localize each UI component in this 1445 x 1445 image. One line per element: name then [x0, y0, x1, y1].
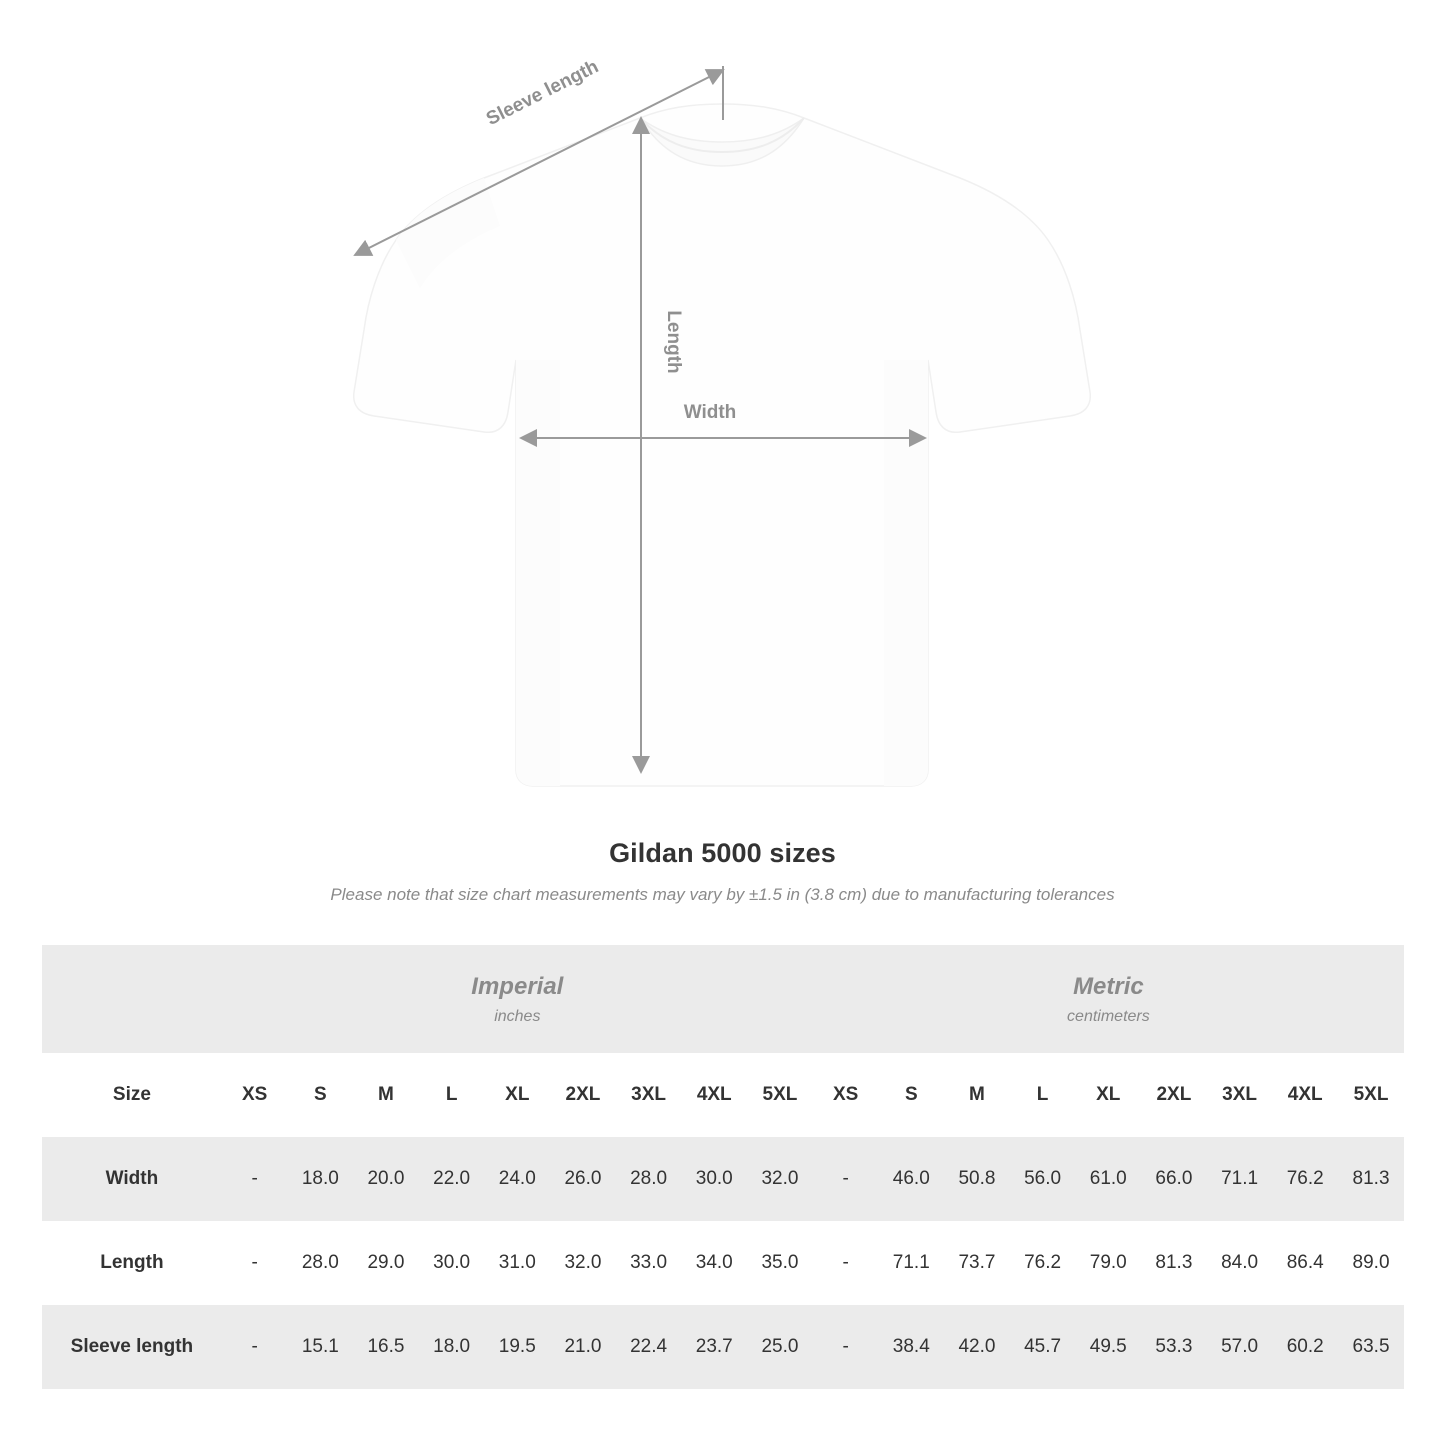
unit-header-metric: [813, 945, 1404, 1053]
table-row-width: [42, 1137, 1404, 1221]
size-header-metric-xs: XS: [813, 1053, 879, 1137]
sleeve-length-label: Sleeve length: [483, 56, 602, 130]
cell-sleeve-imperial-5xl: 25.0: [747, 1305, 813, 1389]
unit-header-spacer: [42, 945, 222, 1053]
cell-length-imperial-xs: -: [222, 1221, 288, 1305]
size-header-imperial-m: M: [353, 1053, 419, 1137]
unit-header-row: [42, 945, 1404, 1053]
cell-length-imperial-4xl: 34.0: [681, 1221, 747, 1305]
cell-width-metric-3xl: 71.1: [1207, 1137, 1273, 1221]
cell-length-imperial-5xl: 35.0: [747, 1221, 813, 1305]
size-chart-table: [42, 945, 1404, 1389]
cell-length-metric-s: 71.1: [878, 1221, 944, 1305]
cell-length-metric-3xl: 84.0: [1207, 1221, 1273, 1305]
cell-width-metric-4xl: 76.2: [1272, 1137, 1338, 1221]
size-header-imperial-4xl: 4XL: [681, 1053, 747, 1137]
size-header-imperial-5xl: 5XL: [747, 1053, 813, 1137]
cell-sleeve-imperial-2xl: 21.0: [550, 1305, 616, 1389]
cell-width-metric-2xl: 66.0: [1141, 1137, 1207, 1221]
size-header-label: Size: [42, 1053, 222, 1137]
cell-width-metric-l: 56.0: [1010, 1137, 1076, 1221]
cell-width-imperial-3xl: 28.0: [616, 1137, 682, 1221]
cell-sleeve-imperial-xl: 19.5: [484, 1305, 550, 1389]
cell-width-imperial-2xl: 26.0: [550, 1137, 616, 1221]
cell-sleeve-imperial-s: 15.1: [287, 1305, 353, 1389]
cell-length-imperial-xl: 31.0: [484, 1221, 550, 1305]
cell-sleeve-metric-2xl: 53.3: [1141, 1305, 1207, 1389]
cell-length-metric-xs: -: [813, 1221, 879, 1305]
cell-width-imperial-xs: -: [222, 1137, 288, 1221]
cell-width-imperial-4xl: 30.0: [681, 1137, 747, 1221]
cell-sleeve-metric-xl: 49.5: [1075, 1305, 1141, 1389]
size-header-metric-3xl: 3XL: [1207, 1053, 1273, 1137]
cell-length-metric-5xl: 89.0: [1338, 1221, 1404, 1305]
page-title: Gildan 5000 sizes: [609, 838, 836, 868]
cell-length-metric-l: 76.2: [1010, 1221, 1076, 1305]
cell-width-metric-xl: 61.0: [1075, 1137, 1141, 1221]
cell-sleeve-imperial-m: 16.5: [353, 1305, 419, 1389]
size-header-imperial-xs: XS: [222, 1053, 288, 1137]
cell-sleeve-imperial-4xl: 23.7: [681, 1305, 747, 1389]
cell-sleeve-metric-m: 42.0: [944, 1305, 1010, 1389]
cell-length-metric-m: 73.7: [944, 1221, 1010, 1305]
size-header-imperial-s: S: [287, 1053, 353, 1137]
cell-sleeve-imperial-xs: -: [222, 1305, 288, 1389]
cell-sleeve-metric-l: 45.7: [1010, 1305, 1076, 1389]
size-header-imperial-xl: XL: [484, 1053, 550, 1137]
cell-width-imperial-l: 22.0: [419, 1137, 485, 1221]
cell-length-imperial-2xl: 32.0: [550, 1221, 616, 1305]
cell-width-metric-xs: -: [813, 1137, 879, 1221]
cell-length-imperial-m: 29.0: [353, 1221, 419, 1305]
size-header-imperial-l: L: [419, 1053, 485, 1137]
size-header-imperial-2xl: 2XL: [550, 1053, 616, 1137]
cell-length-imperial-l: 30.0: [419, 1221, 485, 1305]
cell-sleeve-metric-xs: -: [813, 1305, 879, 1389]
size-header-metric-l: L: [1010, 1053, 1076, 1137]
size-header-metric-5xl: 5XL: [1338, 1053, 1404, 1137]
size-header-metric-xl: XL: [1075, 1053, 1141, 1137]
row-label-sleeve-length: Sleeve length: [42, 1305, 222, 1389]
unit-name-imperial: Imperial: [471, 972, 564, 1000]
size-header-metric-s: S: [878, 1053, 944, 1137]
cell-length-imperial-s: 28.0: [287, 1221, 353, 1305]
cell-length-metric-2xl: 81.3: [1141, 1221, 1207, 1305]
length-label: Length: [663, 310, 684, 374]
tshirt-shape: [354, 104, 1091, 786]
table-row-sleeve-length: [42, 1305, 1404, 1389]
cell-width-metric-s: 46.0: [878, 1137, 944, 1221]
unit-sub-imperial: inches: [494, 1007, 541, 1025]
width-label: Width: [683, 402, 737, 423]
cell-sleeve-metric-3xl: 57.0: [1207, 1305, 1273, 1389]
size-header-row: [42, 1053, 1404, 1137]
cell-sleeve-metric-s: 38.4: [878, 1305, 944, 1389]
cell-width-imperial-s: 18.0: [287, 1137, 353, 1221]
size-header-metric-2xl: 2XL: [1141, 1053, 1207, 1137]
cell-width-metric-5xl: 81.3: [1338, 1137, 1404, 1221]
unit-header-imperial: [222, 945, 813, 1053]
table-row-length: [42, 1221, 1404, 1305]
cell-width-metric-m: 50.8: [944, 1137, 1010, 1221]
cell-sleeve-metric-5xl: 63.5: [1338, 1305, 1404, 1389]
cell-width-imperial-xl: 24.0: [484, 1137, 550, 1221]
cell-length-imperial-3xl: 33.0: [616, 1221, 682, 1305]
cell-length-metric-xl: 79.0: [1075, 1221, 1141, 1305]
size-header-metric-4xl: 4XL: [1272, 1053, 1338, 1137]
cell-sleeve-metric-4xl: 60.2: [1272, 1305, 1338, 1389]
cell-sleeve-imperial-l: 18.0: [419, 1305, 485, 1389]
size-header-imperial-3xl: 3XL: [616, 1053, 682, 1137]
cell-width-imperial-5xl: 32.0: [747, 1137, 813, 1221]
cell-sleeve-imperial-3xl: 22.4: [616, 1305, 682, 1389]
cell-length-metric-4xl: 86.4: [1272, 1221, 1338, 1305]
row-label-length: Length: [42, 1221, 222, 1305]
unit-name-metric: Metric: [1073, 972, 1144, 1000]
size-header-metric-m: M: [944, 1053, 1010, 1137]
row-label-width: Width: [42, 1137, 222, 1221]
cell-width-imperial-m: 20.0: [353, 1137, 419, 1221]
tolerance-note: Please note that size chart measurements may vary by ±1.5 in (3.8 cm) due to manufacturing tolerances: [330, 885, 1115, 904]
unit-sub-metric: centimeters: [1067, 1007, 1150, 1025]
title-block: [0, 838, 1445, 905]
